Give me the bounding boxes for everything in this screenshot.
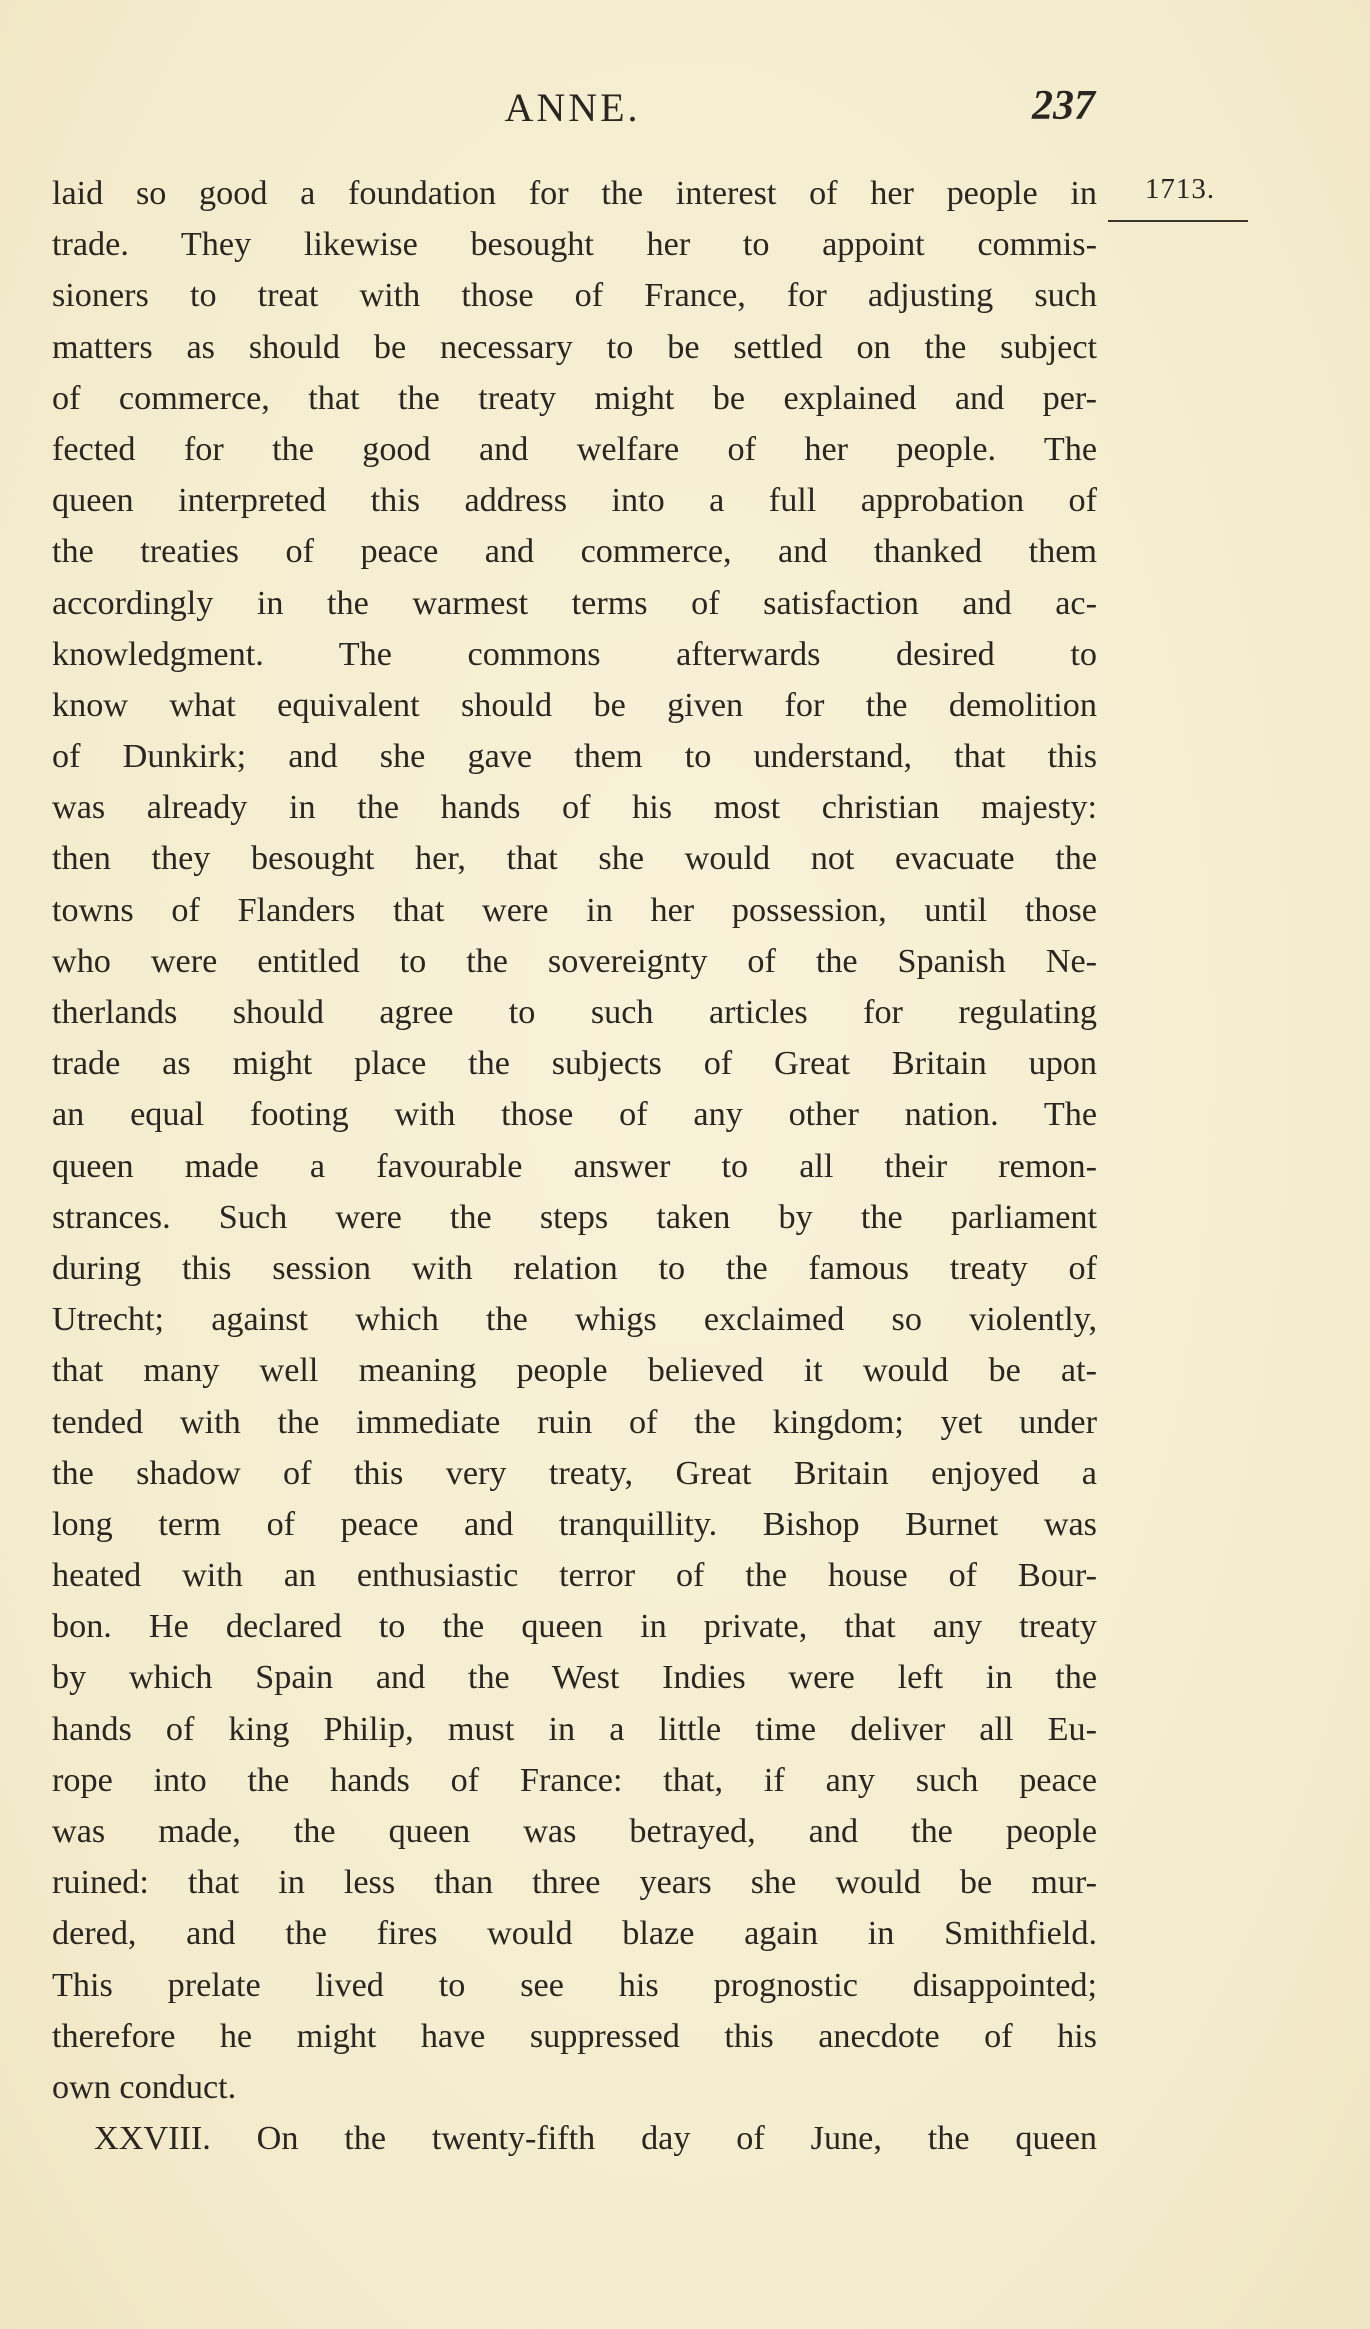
text-line: heated with an enthusiastic terror of the house of Bour-: [52, 1557, 1097, 1595]
text-line: of commerce, that the treaty might be explained and per-: [52, 379, 1097, 417]
text-line: then they besought her, that she would not evacuate the: [52, 840, 1097, 878]
text-line: during this session with relation to the famous treaty of: [52, 1249, 1097, 1287]
text-line: by which Spain and the West Indies were left in the: [52, 1659, 1097, 1697]
text-line: therlands should agree to such articles for regulating: [52, 994, 1097, 1031]
text-line: queen interpreted this address into a full approbation of: [52, 482, 1097, 520]
text-line: accordingly in the warmest terms of satisfaction and ac-: [52, 584, 1097, 622]
text-line: long term of peace and tranquillity. Bishop Burnet was: [52, 1505, 1097, 1543]
text-line: matters as should be necessary to be settled on the subject: [52, 328, 1097, 366]
text-line: sioners to treat with those of France, for adjusting such: [52, 277, 1097, 315]
text-line: of Dunkirk; and she gave them to understand, that this: [52, 738, 1097, 776]
text-line: the shadow of this very treaty, Great Britain enjoyed a: [52, 1454, 1097, 1492]
text-line: laid so good a foundation for the interest of her people in: [52, 175, 1097, 212]
text-line: knowledgment. The commons afterwards desired to: [52, 635, 1097, 673]
text-line: hands of king Philip, must in a little time deliver all Eu-: [52, 1710, 1097, 1748]
section-opening-line: XXVIII. On the twenty-fifth day of June, the queen: [94, 2120, 1097, 2158]
text-line: own conduct.: [52, 2068, 237, 2106]
text-line: trade. They likewise besought her to appoint commis-: [52, 226, 1097, 264]
margin-note: [1130, 173, 1260, 222]
text-line: rope into the hands of France: that, if any such peace: [52, 1761, 1097, 1799]
text-line: fected for the good and welfare of her people. The: [52, 430, 1097, 468]
text-line: dered, and the fires would blaze again in Smithfield.: [52, 1915, 1097, 1953]
text-line: was made, the queen was betrayed, and the people: [52, 1813, 1097, 1850]
text-line: This prelate lived to see his prognostic disappointed;: [52, 1966, 1097, 2004]
text-line: queen made a favourable answer to all their remon-: [52, 1147, 1097, 1185]
margin-year: 1713.: [1144, 173, 1216, 205]
body-text: [52, 168, 1097, 2164]
running-title: ANNE.: [504, 85, 641, 130]
text-line: was already in the hands of his most christian majesty:: [52, 789, 1097, 827]
text-line: know what equivalent should be given for the demolition: [52, 686, 1097, 724]
text-line: an equal footing with those of any other nation. The: [52, 1096, 1097, 1134]
text-line: ruined: that in less than three years she would be mur-: [52, 1864, 1097, 1902]
text-line: trade as might place the subjects of Great Britain upon: [52, 1045, 1097, 1083]
text-line: towns of Flanders that were in her possession, until those: [52, 891, 1097, 929]
page-header: [50, 78, 1095, 138]
page-number: 237: [1032, 83, 1095, 129]
text-line: therefore he might have suppressed this anecdote of his: [52, 2017, 1097, 2055]
text-line: who were entitled to the sovereignty of the Spanish Ne-: [52, 942, 1097, 980]
text-line: strances. Such were the steps taken by the parliament: [52, 1198, 1097, 1236]
text-line: bon. He declared to the queen in private, that any treaty: [52, 1608, 1097, 1646]
text-line: the treaties of peace and commerce, and thanked them: [52, 533, 1097, 571]
text-line: that many well meaning people believed it would be at-: [52, 1352, 1097, 1390]
text-line: Utrecht; against which the whigs exclaimed so violently,: [52, 1301, 1097, 1339]
text-line: tended with the immediate ruin of the kingdom; yet under: [52, 1403, 1097, 1441]
margin-rule: [1108, 220, 1248, 222]
